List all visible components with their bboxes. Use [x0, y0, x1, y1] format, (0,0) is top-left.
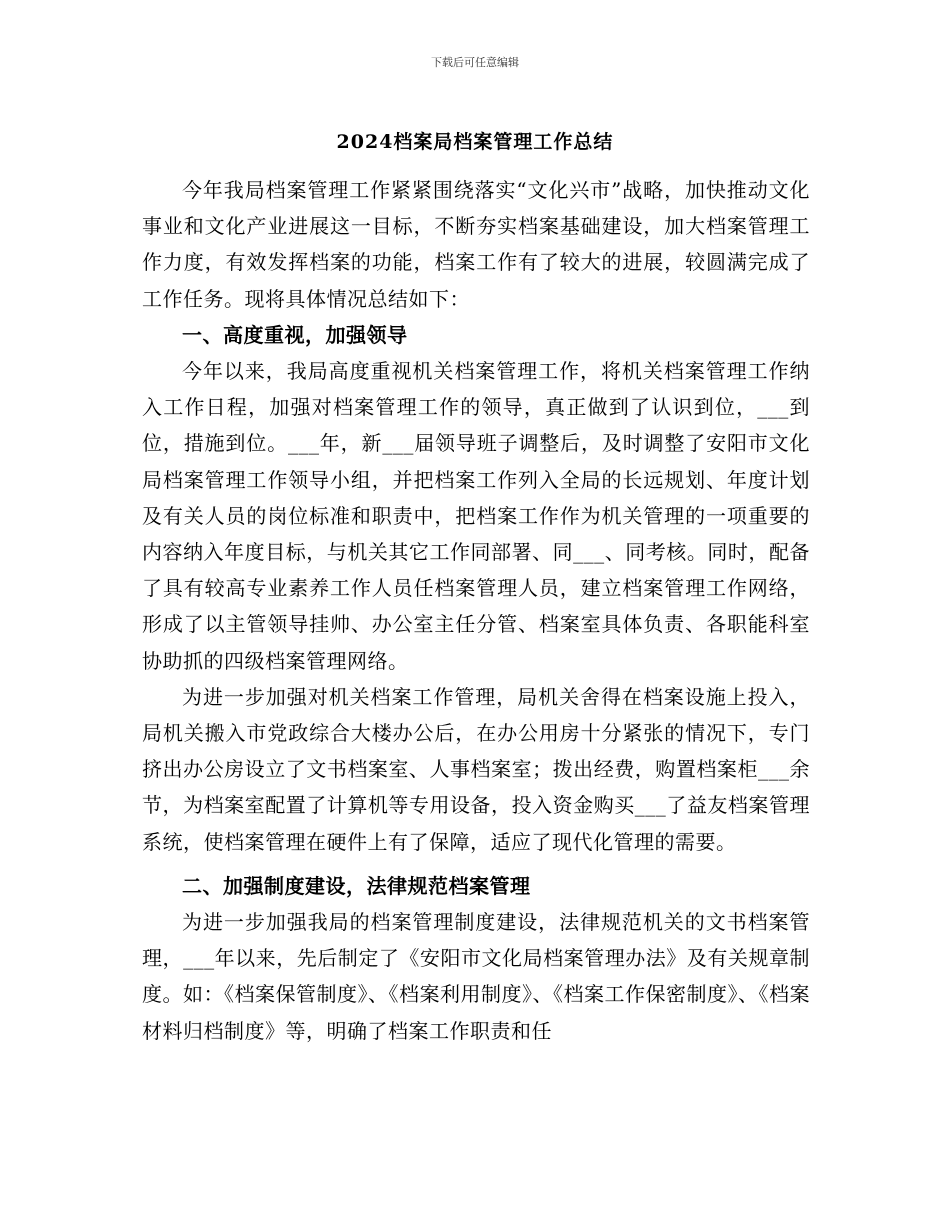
section-2-paragraph-1: 为进一步加强我局的档案管理制度建设，法律规范机关的文书档案管理，___年以来，先后制定了《安阳市文化局档案管理办法》及有关规章制度。如：《档案保管制度》、《档案利用制度》、《档案工作保密制度》、《档案材料归档制度》等，明确了档案工作职责和任: [142, 910, 810, 1043]
section-1-paragraph-1: 今年以来，我局高度重视机关档案管理工作，将机关档案管理工作纳入工作日程，加强对档案管理工作的领导，真正做到了认识到位，___到位，措施到位。___年，新___届领导班子调整后，及时调整了安阳市文化局档案管理工作领导小组，并把档案工作列入全局的长远规划、年度计划及有关人员的岗位标准和职责中，把档案工作作为机关管理的一项重要的内容纳入年度目标，与机关其它工作同部署、同___、同考核。同时，配备了具有较高专业素养工作人员任档案管理人员，建立档案管理工作网络，形成了以主管领导挂帅、办公室主任分管、档案室具体负责、各职能科室协助抓的四级档案管理网络。: [142, 359, 810, 673]
section-1-paragraph-2: 为进一步加强对机关档案工作管理，局机关舍得在档案设施上投入，局机关搬入市党政综合大楼办公后，在办公用房十分紧张的情况下，专门挤出办公房设立了文书档案室、人事档案室；拨出经费，购置档案柜___余节，为档案室配置了计算机等专用设备，投入资金购买___了益友档案管理系统，使档案管理在硬件上有了保障，适应了现代化管理的需要。: [142, 684, 810, 854]
section-heading-2: 二、加强制度建设，法律规范档案管理: [182, 873, 531, 898]
document-title: 2024档案局档案管理工作总结: [336, 131, 614, 153]
page-header-note: 下载后可任意编辑: [431, 56, 519, 69]
document-body: [142, 172, 810, 1049]
section-heading-1: 一、高度重视，加强领导: [182, 322, 408, 347]
section-gap: [142, 860, 810, 868]
intro-paragraph: 今年我局档案管理工作紧紧围绕落实“文化兴市”战略，加快推动文化事业和文化产业进展这一目标，不断夯实档案基础建设，加大档案管理工作力度，有效发挥档案的功能，档案工作有了较大的进展，较圆满完成了工作任务。现将具体情况总结如下：: [142, 178, 810, 311]
